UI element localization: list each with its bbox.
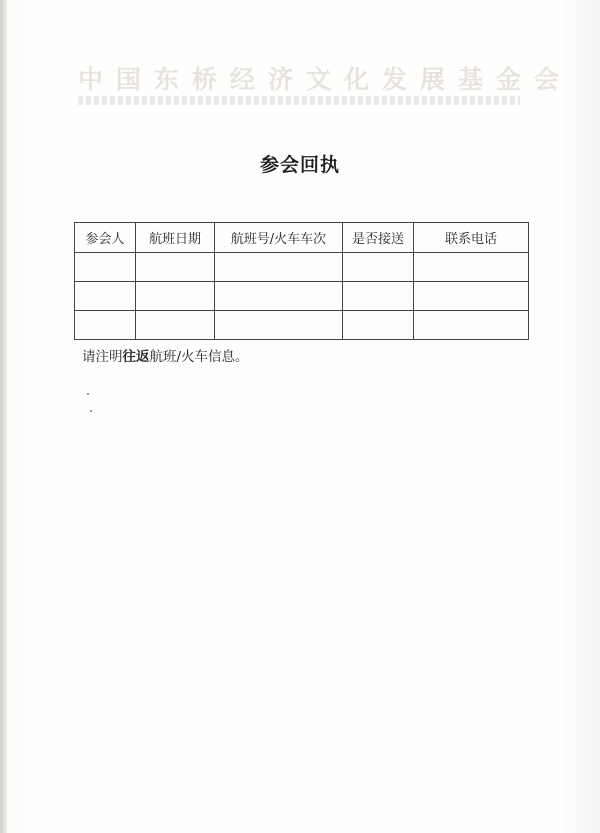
scan-speck xyxy=(90,410,92,412)
table-row xyxy=(75,253,529,282)
header-flight-date: 航班日期 xyxy=(136,223,215,253)
reply-table xyxy=(74,222,529,340)
table-row xyxy=(75,311,529,340)
table-cell[interactable] xyxy=(136,282,215,311)
table-cell[interactable] xyxy=(343,311,414,340)
travel-info-note xyxy=(82,345,249,365)
header-phone: 联系电话 xyxy=(414,223,529,253)
table-cell[interactable] xyxy=(136,253,215,282)
header-pickup: 是否接送 xyxy=(343,223,414,253)
table-cell[interactable] xyxy=(414,253,529,282)
table-row xyxy=(75,282,529,311)
faded-letterhead-subtitle-line xyxy=(78,96,520,105)
scan-speck xyxy=(87,393,89,395)
table-cell[interactable] xyxy=(215,253,343,282)
scan-edge-shadow xyxy=(0,0,7,833)
table-cell[interactable] xyxy=(75,282,136,311)
table-cell[interactable] xyxy=(414,311,529,340)
note-suffix: 航班/火车信息。 xyxy=(149,349,249,365)
note-prefix: 请注明 xyxy=(82,349,123,365)
table-header-row xyxy=(75,223,529,253)
table-cell[interactable] xyxy=(343,253,414,282)
header-flight-train-number: 航班号/火车车次 xyxy=(215,223,343,253)
table-cell[interactable] xyxy=(75,253,136,282)
faded-letterhead-title: 中国东桥经济文化发展基金会 xyxy=(78,65,573,94)
header-attendee: 参会人 xyxy=(75,223,136,253)
table-cell[interactable] xyxy=(414,282,529,311)
note-emphasis: 往返 xyxy=(122,349,150,365)
table-cell[interactable] xyxy=(343,282,414,311)
form-title: 参会回执 xyxy=(259,154,340,176)
table-cell[interactable] xyxy=(215,311,343,340)
table-cell[interactable] xyxy=(215,282,343,311)
table-cell[interactable] xyxy=(75,311,136,340)
table-cell[interactable] xyxy=(136,311,215,340)
